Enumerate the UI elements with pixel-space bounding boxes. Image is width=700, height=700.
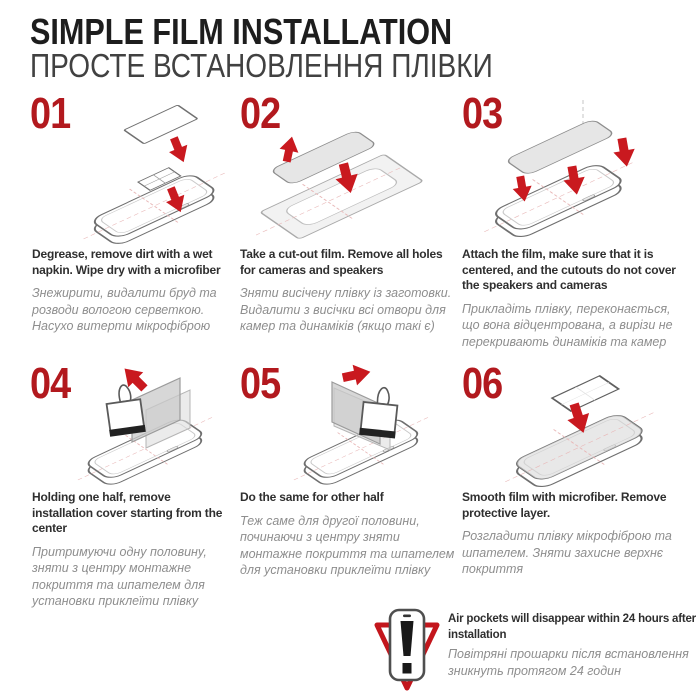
step-02-number: 02	[240, 89, 281, 138]
step-02-text-uk: Зняти висічену плівку із заготовки. Видалити з висічки всі отвори для камер та динаміків (якщо такі є)	[240, 286, 452, 334]
step-06-text-en: Smooth film with microfiber. Remove protective layer.	[462, 490, 667, 520]
step-01-text	[32, 247, 222, 335]
note-text-uk: Повітряні прошарки після встановлення зникнуть протягом 24 годин	[448, 647, 689, 678]
step-06-text-uk: Розгладити плівку мікрофіброю та шпателем. Зняти захисне верхнє покриття	[462, 529, 672, 577]
step-05-text-en: Do the same for other half	[240, 490, 384, 504]
phone-warning-triangle-icon	[374, 608, 440, 694]
phone-speaker	[403, 615, 411, 618]
napkin-microfiber-phone-illustration	[80, 96, 230, 248]
step-04-text-uk: Притримуючи одну половину, зняти з центру монтажне покриття та шпателем для установки приклеїти плівку	[32, 544, 207, 609]
peel-direction-arrow-icon	[341, 362, 373, 388]
step-03-text-en: Attach the film, make sure that it is centered, and the cutouts do not cover the speakers and cameras	[462, 247, 676, 293]
page-title-uk: ПРОСТЕ ВСТАНОВЛЕННЯ ПЛІВКИ	[30, 47, 493, 84]
step-05-text	[240, 490, 458, 579]
step-03-text	[462, 247, 688, 350]
step-06-number: 06	[462, 359, 503, 408]
smooth-with-microfiber-illustration	[502, 362, 662, 490]
step-04-text-en: Holding one half, remove installation cover starting from the center	[32, 490, 223, 536]
squeegee-icon	[103, 383, 146, 437]
squeegee-icon	[359, 386, 400, 439]
step-05-text-uk: Теж саме для другої половини, починаючи з центру зняти монтажне покриття та шпателем для установки приклеїти плівку	[240, 513, 455, 578]
peel-film-from-sheet-illustration	[256, 96, 426, 248]
peel-half-squeegee-illustration	[62, 362, 232, 490]
phone-icon	[491, 163, 626, 240]
step-04-number: 04	[30, 359, 71, 408]
note-text-en: Air pockets will disappear within 24 hours after installation	[448, 613, 696, 641]
peel-other-half-squeegee-illustration	[272, 362, 447, 490]
exclamation-dot	[403, 663, 412, 674]
align-film-on-phone-illustration	[475, 96, 660, 248]
step-03-text-uk: Прикладіть плівку, переконається, що вона відцентрована, а вирізи не перекривають динаміків та камер	[462, 301, 673, 349]
step-03-number: 03	[462, 89, 503, 138]
microfiber-icon	[552, 376, 619, 411]
step-02-text	[240, 247, 452, 335]
step-01-text-uk: Знежирити, видалити бруд та розводи вологою серветкою. Насухо витерти мікрофіброю	[32, 286, 217, 334]
step-01-number: 01	[30, 89, 71, 138]
step-04-text	[32, 490, 232, 610]
step-02-text-en: Take a cut-out film. Remove all holes for cameras and speakers	[240, 247, 443, 277]
down-arrow-icon	[611, 136, 637, 168]
napkin-icon	[124, 105, 198, 144]
step-01-text-en: Degrease, remove dirt with a wet napkin. Wipe dry with a microfiber	[32, 247, 221, 277]
step-05-number: 05	[240, 359, 281, 408]
page-title-en: SIMPLE FILM INSTALLATION	[30, 11, 453, 52]
down-arrow-icon	[165, 134, 193, 166]
step-06-text	[462, 490, 688, 578]
